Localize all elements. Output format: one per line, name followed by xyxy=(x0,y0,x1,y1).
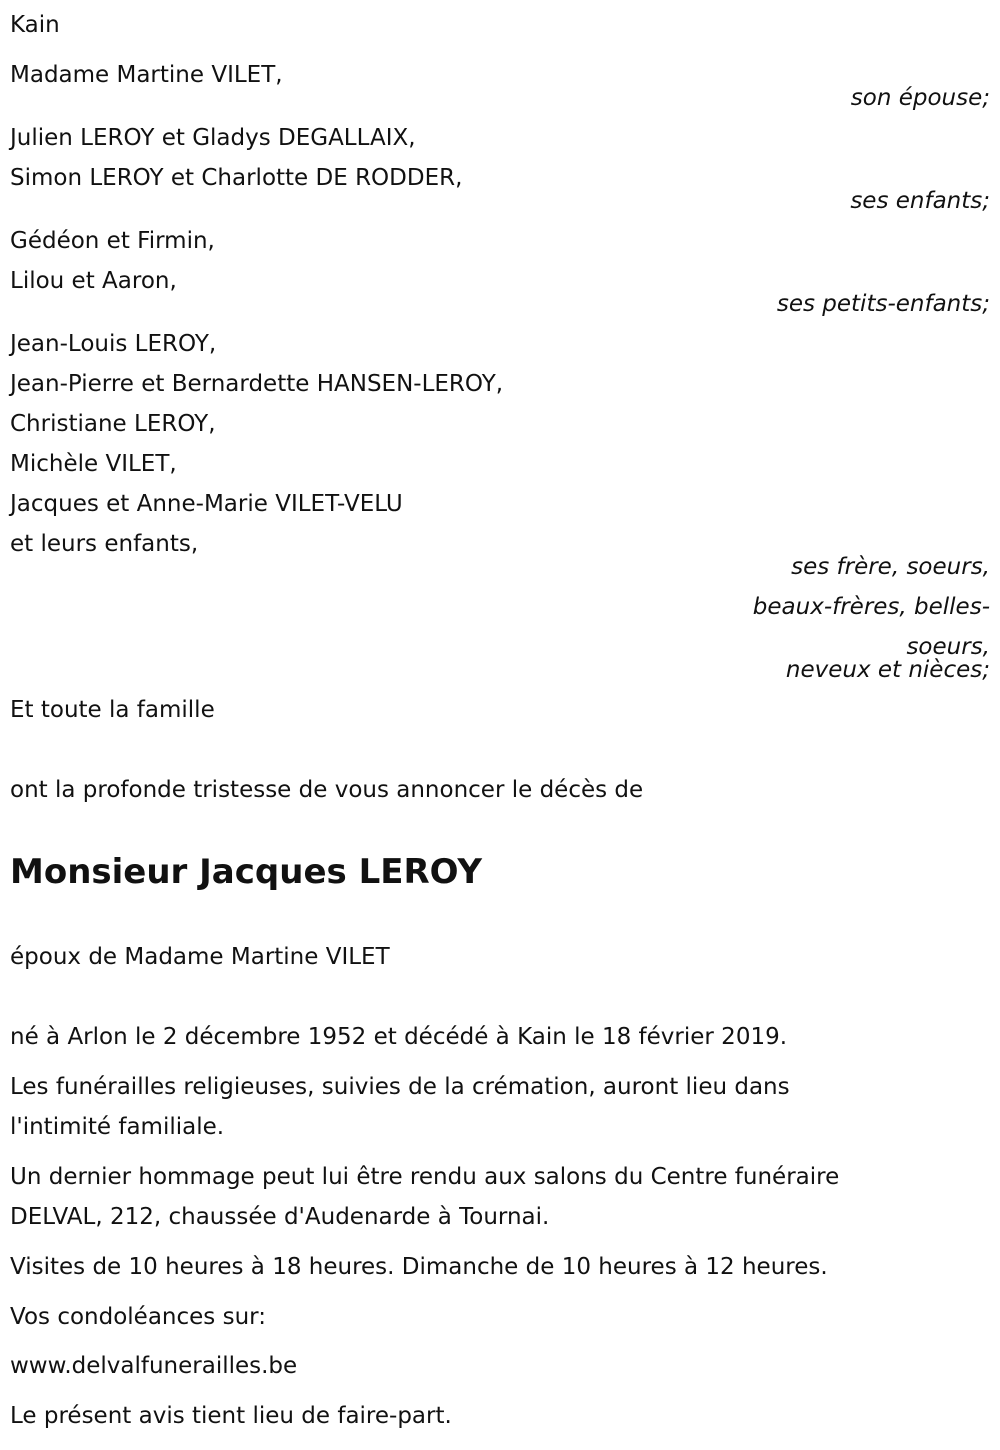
location: Kain xyxy=(10,12,60,38)
family-line: Jacques et Anne-Marie VILET-VELU xyxy=(10,491,403,517)
family-line: Julien LEROY et Gladys DEGALLAIX, xyxy=(10,125,416,151)
relation-label: son épouse; xyxy=(850,85,990,111)
funeral-info: l'intimité familiale. xyxy=(10,1114,225,1140)
relation-label: ses petits-enfants; xyxy=(776,291,990,317)
family-line: Simon LEROY et Charlotte DE RODDER, xyxy=(10,165,463,191)
relation-label: beaux-frères, belles- xyxy=(752,594,990,620)
family-line: Madame Martine VILET, xyxy=(10,62,283,88)
condolences-link[interactable]: www.delvalfunerailles.be xyxy=(10,1353,298,1379)
relation-label: ses enfants; xyxy=(850,188,990,214)
tribute-info: DELVAL, 212, chaussée d'Audenarde à Tournai. xyxy=(10,1204,550,1230)
relation-label: ses frère, soeurs, xyxy=(791,554,990,580)
announcement: ont la profonde tristesse de vous annoncer le décès de xyxy=(10,777,644,803)
family-line: Jean-Louis LEROY, xyxy=(10,331,217,357)
family-line: Jean-Pierre et Bernardette HANSEN-LEROY, xyxy=(10,371,504,397)
relation-label: neveux et nièces; xyxy=(785,657,990,683)
funeral-info: Les funérailles religieuses, suivies de la crémation, auront lieu dans xyxy=(10,1074,790,1100)
whole-family: Et toute la famille xyxy=(10,697,215,723)
condolences-label: Vos condoléances sur: xyxy=(10,1304,266,1330)
spouse-of: époux de Madame Martine VILET xyxy=(10,944,390,970)
family-line: Christiane LEROY, xyxy=(10,411,216,437)
notice-footer: Le présent avis tient lieu de faire-part. xyxy=(10,1403,452,1429)
family-line: Michèle VILET, xyxy=(10,451,177,477)
visiting-hours: Visites de 10 heures à 18 heures. Dimanche de 10 heures à 12 heures. xyxy=(10,1254,828,1280)
deceased-name: Monsieur Jacques LEROY xyxy=(10,852,482,892)
family-line: Lilou et Aaron, xyxy=(10,268,177,294)
tribute-info: Un dernier hommage peut lui être rendu aux salons du Centre funéraire xyxy=(10,1164,840,1190)
family-line: et leurs enfants, xyxy=(10,531,199,557)
family-line: Gédéon et Firmin, xyxy=(10,228,215,254)
relation-label: soeurs, xyxy=(906,634,990,660)
birth-death: né à Arlon le 2 décembre 1952 et décédé à Kain le 18 février 2019. xyxy=(10,1024,788,1050)
